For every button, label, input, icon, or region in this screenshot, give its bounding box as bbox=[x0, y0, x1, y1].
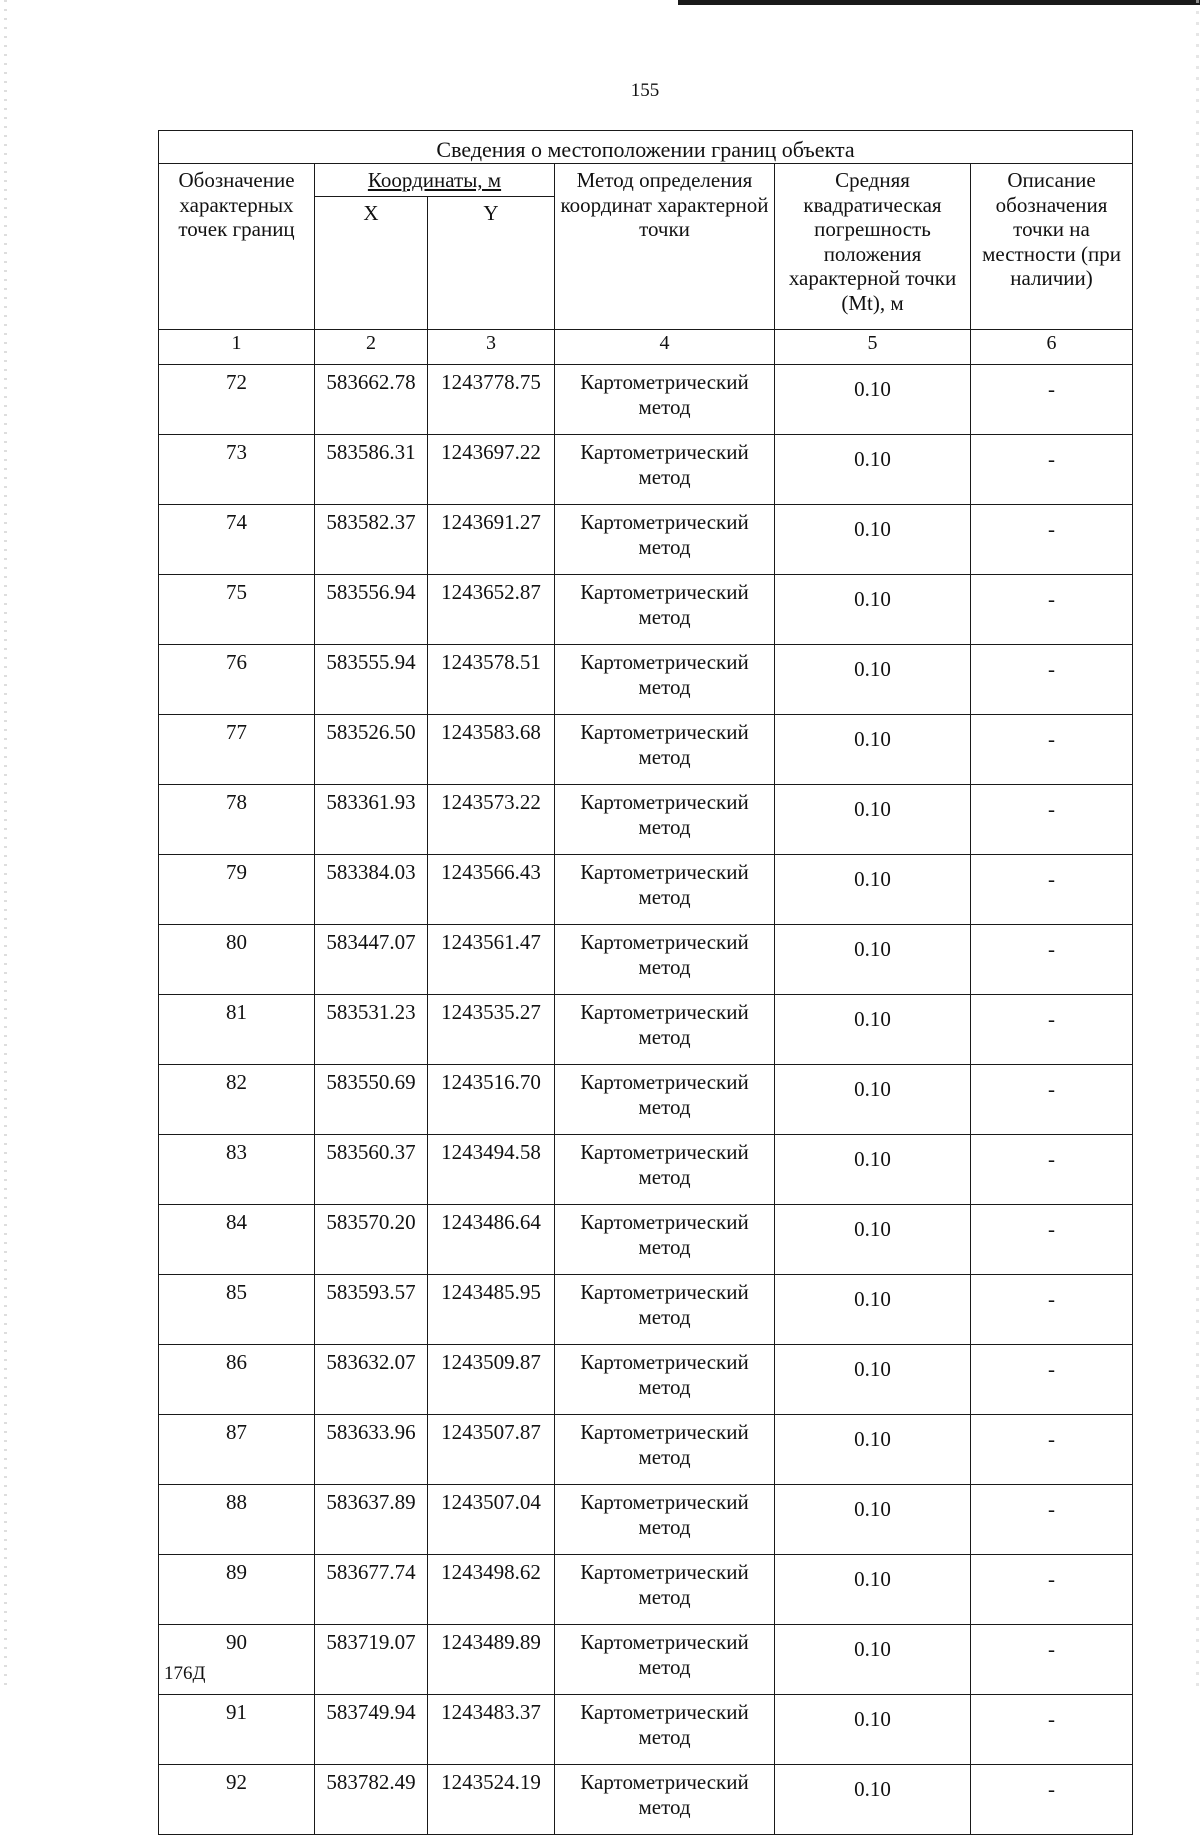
header-x: X bbox=[315, 197, 428, 330]
description-cell: - bbox=[971, 1625, 1133, 1695]
accuracy-cell: 0.10 bbox=[775, 1205, 971, 1275]
method-cell: Картометрический метод bbox=[555, 1485, 775, 1555]
method-cell: Картометрический метод bbox=[555, 1555, 775, 1625]
y-coordinate-cell: 1243524.19 bbox=[428, 1765, 555, 1835]
accuracy-cell: 0.10 bbox=[775, 1765, 971, 1835]
point-cell: 82 bbox=[159, 1065, 315, 1135]
description-cell: - bbox=[971, 1415, 1133, 1485]
y-coordinate-cell: 1243583.68 bbox=[428, 715, 555, 785]
column-number: 1 bbox=[159, 330, 315, 365]
table-row bbox=[159, 1765, 1133, 1835]
accuracy-cell: 0.10 bbox=[775, 505, 971, 575]
method-cell: Картометрический метод bbox=[555, 925, 775, 995]
point-cell: 81 bbox=[159, 995, 315, 1065]
x-coordinate-cell: 583677.74 bbox=[315, 1555, 428, 1625]
x-coordinate-cell: 583662.78 bbox=[315, 365, 428, 435]
table-row bbox=[159, 715, 1133, 785]
point-cell: 73 bbox=[159, 435, 315, 505]
header-coordinates bbox=[315, 164, 555, 197]
x-coordinate-cell: 583560.37 bbox=[315, 1135, 428, 1205]
y-coordinate-cell: 1243507.04 bbox=[428, 1485, 555, 1555]
point-cell: 76 bbox=[159, 645, 315, 715]
method-cell: Картометрический метод bbox=[555, 505, 775, 575]
method-cell: Картометрический метод bbox=[555, 1135, 775, 1205]
x-coordinate-cell: 583556.94 bbox=[315, 575, 428, 645]
x-coordinate-cell: 583632.07 bbox=[315, 1345, 428, 1415]
x-coordinate-cell: 583447.07 bbox=[315, 925, 428, 995]
y-coordinate-cell: 1243486.64 bbox=[428, 1205, 555, 1275]
method-cell: Картометрический метод bbox=[555, 715, 775, 785]
y-coordinate-cell: 1243483.37 bbox=[428, 1695, 555, 1765]
y-coordinate-cell: 1243516.70 bbox=[428, 1065, 555, 1135]
point-cell: 74 bbox=[159, 505, 315, 575]
y-coordinate-cell: 1243561.47 bbox=[428, 925, 555, 995]
point-cell: 86 bbox=[159, 1345, 315, 1415]
description-cell: - bbox=[971, 1275, 1133, 1345]
table-row bbox=[159, 1695, 1133, 1765]
method-cell: Картометрический метод bbox=[555, 1205, 775, 1275]
header-y: Y bbox=[428, 197, 555, 330]
table-row bbox=[159, 1065, 1133, 1135]
table-row bbox=[159, 1205, 1133, 1275]
scan-edge-right bbox=[1196, 0, 1199, 1686]
accuracy-cell: 0.10 bbox=[775, 1415, 971, 1485]
column-number: 3 bbox=[428, 330, 555, 365]
header-accuracy: Средняя квадратическая погрешность положения характерной точки (Mt), м bbox=[775, 164, 971, 330]
y-coordinate-cell: 1243691.27 bbox=[428, 505, 555, 575]
x-coordinate-cell: 583749.94 bbox=[315, 1695, 428, 1765]
point-cell: 78 bbox=[159, 785, 315, 855]
y-coordinate-cell: 1243578.51 bbox=[428, 645, 555, 715]
description-cell: - bbox=[971, 785, 1133, 855]
table-row bbox=[159, 855, 1133, 925]
header-description: Описание обозначения точки на местности (при наличии) bbox=[971, 164, 1133, 330]
accuracy-cell: 0.10 bbox=[775, 1695, 971, 1765]
table-row bbox=[159, 505, 1133, 575]
x-coordinate-cell: 583555.94 bbox=[315, 645, 428, 715]
x-coordinate-cell: 583384.03 bbox=[315, 855, 428, 925]
y-coordinate-cell: 1243566.43 bbox=[428, 855, 555, 925]
method-cell: Картометрический метод bbox=[555, 645, 775, 715]
description-cell: - bbox=[971, 1345, 1133, 1415]
point-cell: 80 bbox=[159, 925, 315, 995]
y-coordinate-cell: 1243498.62 bbox=[428, 1555, 555, 1625]
x-coordinate-cell: 583586.31 bbox=[315, 435, 428, 505]
point-cell: 83 bbox=[159, 1135, 315, 1205]
point-cell: 77 bbox=[159, 715, 315, 785]
column-number: 5 bbox=[775, 330, 971, 365]
point-cell: 79 bbox=[159, 855, 315, 925]
y-coordinate-cell: 1243509.87 bbox=[428, 1345, 555, 1415]
method-cell: Картометрический метод bbox=[555, 1695, 775, 1765]
point-cell: 87 bbox=[159, 1415, 315, 1485]
description-cell: - bbox=[971, 995, 1133, 1065]
accuracy-cell: 0.10 bbox=[775, 1065, 971, 1135]
method-cell: Картометрический метод bbox=[555, 785, 775, 855]
page-number: 155 bbox=[630, 80, 660, 101]
accuracy-cell: 0.10 bbox=[775, 1275, 971, 1345]
footer-code: 176Д bbox=[164, 1663, 206, 1684]
column-number: 2 bbox=[315, 330, 428, 365]
accuracy-cell: 0.10 bbox=[775, 1625, 971, 1695]
x-coordinate-cell: 583526.50 bbox=[315, 715, 428, 785]
description-cell: - bbox=[971, 1205, 1133, 1275]
accuracy-cell: 0.10 bbox=[775, 855, 971, 925]
point-cell: 88 bbox=[159, 1485, 315, 1555]
method-cell: Картометрический метод bbox=[555, 995, 775, 1065]
x-coordinate-cell: 583719.07 bbox=[315, 1625, 428, 1695]
method-cell: Картометрический метод bbox=[555, 575, 775, 645]
accuracy-cell: 0.10 bbox=[775, 785, 971, 855]
table-row bbox=[159, 1555, 1133, 1625]
method-cell: Картометрический метод bbox=[555, 435, 775, 505]
description-cell: - bbox=[971, 715, 1133, 785]
point-cell: 90 bbox=[159, 1625, 315, 1695]
y-coordinate-cell: 1243507.87 bbox=[428, 1415, 555, 1485]
y-coordinate-cell: 1243778.75 bbox=[428, 365, 555, 435]
description-cell: - bbox=[971, 1695, 1133, 1765]
description-cell: - bbox=[971, 575, 1133, 645]
accuracy-cell: 0.10 bbox=[775, 1135, 971, 1205]
description-cell: - bbox=[971, 1065, 1133, 1135]
column-number: 6 bbox=[971, 330, 1133, 365]
column-number: 4 bbox=[555, 330, 775, 365]
table-row bbox=[159, 1135, 1133, 1205]
accuracy-cell: 0.10 bbox=[775, 925, 971, 995]
x-coordinate-cell: 583633.96 bbox=[315, 1415, 428, 1485]
table-row bbox=[159, 785, 1133, 855]
y-coordinate-cell: 1243485.95 bbox=[428, 1275, 555, 1345]
boundary-points-table bbox=[158, 130, 1133, 1835]
x-coordinate-cell: 583361.93 bbox=[315, 785, 428, 855]
accuracy-cell: 0.10 bbox=[775, 435, 971, 505]
table-row bbox=[159, 995, 1133, 1065]
table-row bbox=[159, 925, 1133, 995]
accuracy-cell: 0.10 bbox=[775, 1345, 971, 1415]
table-row bbox=[159, 1415, 1133, 1485]
y-coordinate-cell: 1243489.89 bbox=[428, 1625, 555, 1695]
header-coordinates-label: Координаты, м bbox=[367, 168, 502, 192]
point-cell: 75 bbox=[159, 575, 315, 645]
table-row bbox=[159, 435, 1133, 505]
table-row bbox=[159, 645, 1133, 715]
x-coordinate-cell: 583570.20 bbox=[315, 1205, 428, 1275]
description-cell: - bbox=[971, 645, 1133, 715]
x-coordinate-cell: 583782.49 bbox=[315, 1765, 428, 1835]
x-coordinate-cell: 583593.57 bbox=[315, 1275, 428, 1345]
accuracy-cell: 0.10 bbox=[775, 575, 971, 645]
point-cell: 91 bbox=[159, 1695, 315, 1765]
y-coordinate-cell: 1243652.87 bbox=[428, 575, 555, 645]
y-coordinate-cell: 1243697.22 bbox=[428, 435, 555, 505]
table-row bbox=[159, 1345, 1133, 1415]
x-coordinate-cell: 583531.23 bbox=[315, 995, 428, 1065]
accuracy-cell: 0.10 bbox=[775, 995, 971, 1065]
accuracy-cell: 0.10 bbox=[775, 1485, 971, 1555]
y-coordinate-cell: 1243573.22 bbox=[428, 785, 555, 855]
accuracy-cell: 0.10 bbox=[775, 365, 971, 435]
description-cell: - bbox=[971, 435, 1133, 505]
y-coordinate-cell: 1243535.27 bbox=[428, 995, 555, 1065]
method-cell: Картометрический метод bbox=[555, 1275, 775, 1345]
description-cell: - bbox=[971, 365, 1133, 435]
y-coordinate-cell: 1243494.58 bbox=[428, 1135, 555, 1205]
table-row bbox=[159, 1275, 1133, 1345]
method-cell: Картометрический метод bbox=[555, 1625, 775, 1695]
description-cell: - bbox=[971, 925, 1133, 995]
description-cell: - bbox=[971, 1135, 1133, 1205]
header-method: Метод определения координат характерной точки bbox=[555, 164, 775, 330]
description-cell: - bbox=[971, 505, 1133, 575]
method-cell: Картометрический метод bbox=[555, 1765, 775, 1835]
table-row bbox=[159, 1485, 1133, 1555]
point-cell: 89 bbox=[159, 1555, 315, 1625]
header-point-designation: Обозначение характерных точек границ bbox=[159, 164, 315, 330]
top-edge-rule bbox=[678, 0, 1200, 5]
point-cell: 72 bbox=[159, 365, 315, 435]
x-coordinate-cell: 583637.89 bbox=[315, 1485, 428, 1555]
method-cell: Картометрический метод bbox=[555, 1345, 775, 1415]
accuracy-cell: 0.10 bbox=[775, 645, 971, 715]
table-row bbox=[159, 1625, 1133, 1695]
point-cell: 84 bbox=[159, 1205, 315, 1275]
description-cell: - bbox=[971, 1485, 1133, 1555]
x-coordinate-cell: 583550.69 bbox=[315, 1065, 428, 1135]
accuracy-cell: 0.10 bbox=[775, 1555, 971, 1625]
method-cell: Картометрический метод bbox=[555, 855, 775, 925]
x-coordinate-cell: 583582.37 bbox=[315, 505, 428, 575]
description-cell: - bbox=[971, 1555, 1133, 1625]
method-cell: Картометрический метод bbox=[555, 1065, 775, 1135]
table-row bbox=[159, 575, 1133, 645]
description-cell: - bbox=[971, 855, 1133, 925]
scan-edge-left bbox=[4, 0, 7, 1686]
table-row bbox=[159, 365, 1133, 435]
table-caption: Сведения о местоположении границ объекта bbox=[159, 131, 1133, 164]
accuracy-cell: 0.10 bbox=[775, 715, 971, 785]
description-cell: - bbox=[971, 1765, 1133, 1835]
method-cell: Картометрический метод bbox=[555, 1415, 775, 1485]
point-cell: 85 bbox=[159, 1275, 315, 1345]
point-cell: 92 bbox=[159, 1765, 315, 1835]
method-cell: Картометрический метод bbox=[555, 365, 775, 435]
